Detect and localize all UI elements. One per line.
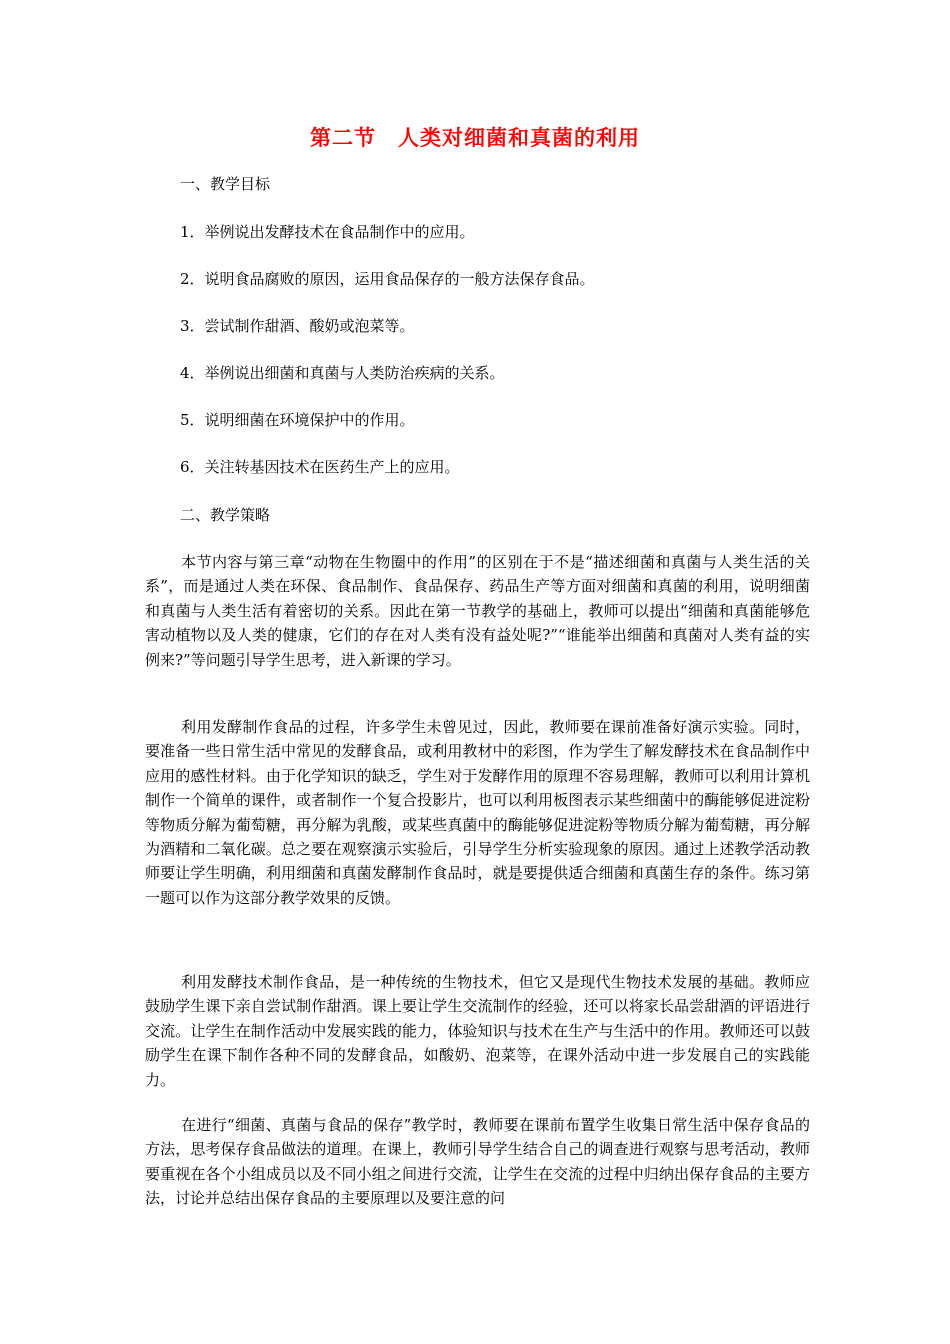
objective-item: 6．关注转基因技术在医药生产上的应用。 xyxy=(180,458,460,476)
body-paragraph: 利用发酵制作食品的过程，许多学生未曾见过，因此，教师要在课前准备好演示实验。同时，要准备一些日常生活中常见的发酵食品，或利用教材中的彩图，作为学生了解发酵技术在食品制作中应用的感性材料。由于化学知识的缺乏，学生对于发酵作用的原理不容易理解，教师可以利用计算机制作一个简单的课件，或者制作一个复合投影片，也可以利用板图表示某些细菌中的酶能够促进淀粉等物质分解为葡萄糖，再分解为乳酸，或某些真菌中的酶能够促进淀粉等物质分解为葡萄糖，再分解为酒精和二氧化碳。总之要在观察演示实验后，引导学生分析实验现象的原因。通过上述教学活动教师要让学生明确，利用细菌和真菌发酵制作食品时，就是要提供适合细菌和真菌生存的条件。练习第一题可以作为这部分教学效果的反馈。 xyxy=(145,718,810,907)
body-paragraph: 利用发酵技术制作食品，是一种传统的生物技术，但它又是现代生物技术发展的基础。教师应鼓励学生课下亲自尝试制作甜酒。课上要让学生交流制作的经验，还可以将家长品尝甜酒的评语进行交流。让学生在制作活动中发展实践的能力，体验知识与技术在生产与生活中的作用。教师还可以鼓励学生在课下制作各种不同的发酵食品，如酸奶、泡菜等，在课外活动中进一步发展自己的实践能力。 xyxy=(145,973,810,1089)
body-paragraph: 本节内容与第三章“动物在生物圈中的作用”的区别在于不是“描述细菌和真菌与人类生活的关系”，而是通过人类在环保、食品制作、食品保存、药品生产等方面对细菌和真菌的利用，说明细菌和真菌与人类生活有着密切的关系。因此在第一节教学的基础上，教师可以提出“细菌和真菌能够危害动植物以及人类的健康，它们的存在对人类有没有益处呢?”“谁能举出细菌和真菌对人类有益的实例来?”等问题引导学生思考，进入新课的学习。 xyxy=(145,553,810,669)
objective-item: 2．说明食品腐败的原因，运用食品保存的一般方法保存食品。 xyxy=(180,270,595,288)
page-title: 第二节 人类对细菌和真菌的利用 xyxy=(310,125,640,150)
objective-item: 1．举例说出发酵技术在食品制作中的应用。 xyxy=(180,223,475,241)
section-heading-strategy: 二、教学策略 xyxy=(180,506,271,524)
body-paragraph: 在进行“细菌、真菌与食品的保存”教学时，教师要在课前布置学生收集日常生活中保存食品的方法，思考保存食品做法的道理。在课上，教师引导学生结合自己的调查进行观察与思考活动，教师要重视在各个小组成员以及不同小组之间进行交流，让学生在交流的过程中归纳出保存食品的主要方法，讨论并总结出保存食品的主要原理以及要注意的问 xyxy=(145,1116,810,1208)
section-heading-objectives: 一、教学目标 xyxy=(180,175,271,193)
objective-item: 3．尝试制作甜酒、酸奶或泡菜等。 xyxy=(180,317,415,335)
objective-item: 5．说明细菌在环境保护中的作用。 xyxy=(180,411,415,429)
objective-item: 4．举例说出细菌和真菌与人类防治疾病的关系。 xyxy=(180,364,505,382)
